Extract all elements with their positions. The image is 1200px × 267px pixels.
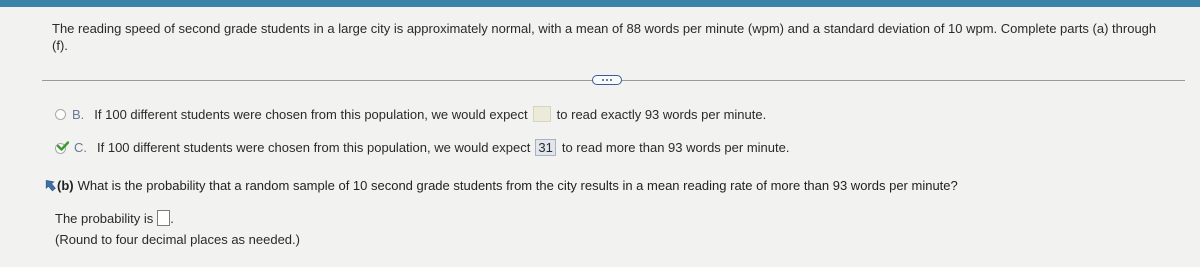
probability-answer-row	[55, 209, 174, 227]
option-c-letter: C.	[74, 139, 87, 155]
rounding-instruction: (Round to four decimal places as needed.)	[55, 232, 300, 247]
option-c-radio[interactable]	[55, 141, 69, 154]
probability-prefix: The probability is	[55, 210, 154, 226]
question-text: The reading speed of second grade students in a large city is approximately normal, with a mean of 88 words per minute (wpm) and a standard deviation of 10 wpm. Complete parts (a) through (f).	[52, 21, 1157, 53]
green-check-icon	[57, 141, 69, 151]
option-c[interactable]	[55, 138, 789, 156]
arrow-pointer-icon	[44, 178, 56, 192]
top-accent-bar	[0, 0, 1200, 7]
ellipsis-icon	[602, 79, 604, 81]
option-b-letter: B.	[72, 106, 85, 122]
option-c-text-before: If 100 different students were chosen from this population, we would expect	[97, 139, 531, 155]
expand-more-button[interactable]	[592, 75, 622, 85]
option-b[interactable]	[55, 105, 766, 123]
part-b-label: (b)	[57, 177, 74, 193]
option-b-radio[interactable]	[55, 109, 66, 120]
ellipsis-dot	[610, 79, 612, 81]
option-b-text-after: to read exactly 93 words per minute.	[556, 106, 767, 122]
option-b-answer-box	[533, 106, 551, 122]
part-b-question-text: What is the probability that a random sample of 10 second grade students from the city results in a mean reading rate of more than 93 words per minute?	[77, 177, 958, 193]
probability-input[interactable]	[157, 210, 170, 226]
ellipsis-dot	[606, 79, 608, 81]
probability-suffix: .	[170, 210, 174, 226]
option-c-answer-box: 31	[535, 139, 555, 156]
option-c-text-after: to read more than 93 words per minute.	[561, 139, 790, 155]
part-b-question	[44, 176, 958, 194]
option-b-text-before: If 100 different students were chosen from this population, we would expect	[94, 106, 528, 122]
